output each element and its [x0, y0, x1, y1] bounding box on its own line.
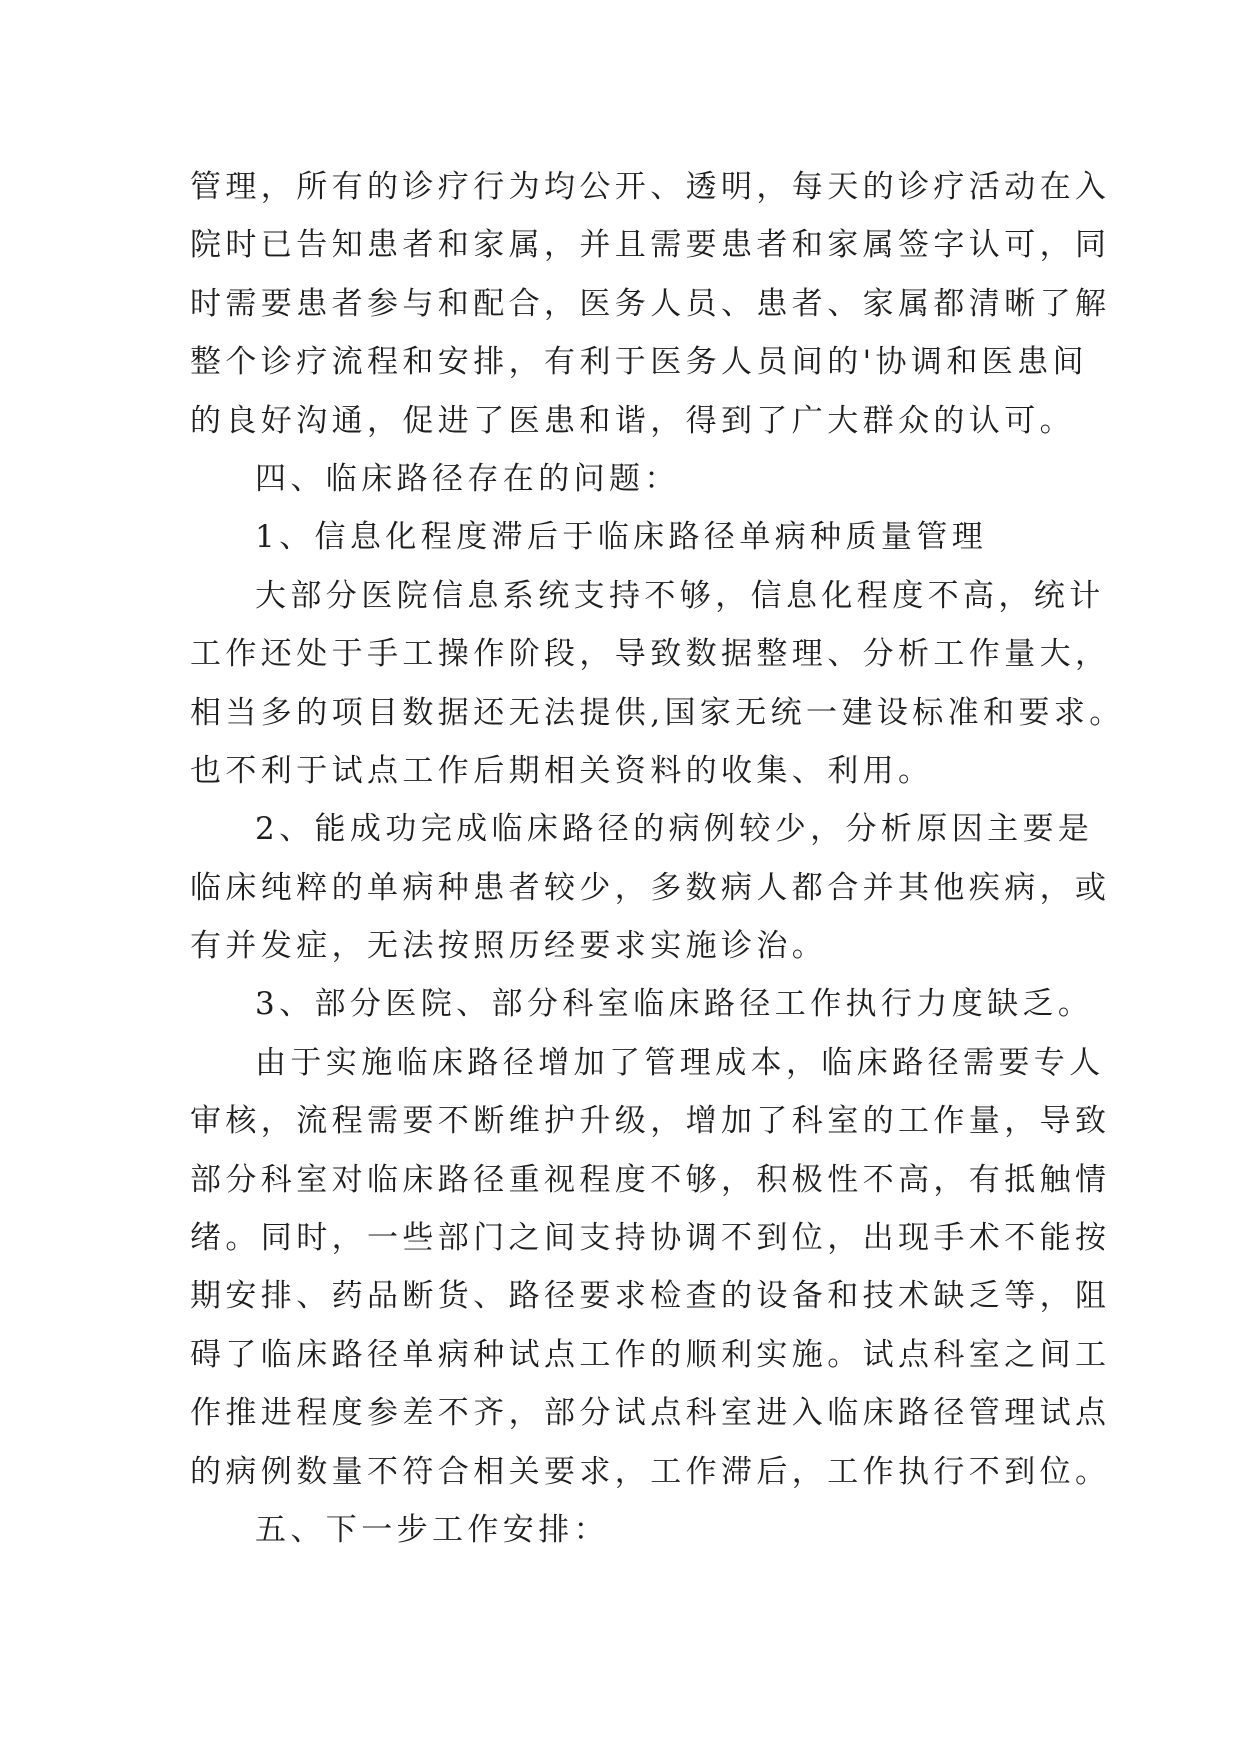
text-line: 整个诊疗流程和安排，有利于医务人员间的'协调和医患间 — [190, 344, 1088, 381]
text-line: 也不利于试点工作后期相关资料的收集、利用。 — [190, 752, 934, 789]
text-line: 工作还处于手工操作阶段，导致数据整理、分析工作量大， — [190, 636, 1111, 673]
text-line: 作推进程度参差不齐，部分试点科室进入临床路径管理试点 — [190, 1395, 1111, 1432]
text-line: 的良好沟通，促进了医患和谐，得到了广大群众的认可。 — [190, 402, 1075, 439]
text-line: 管理，所有的诊疗行为均公开、透明，每天的诊疗活动在入 — [190, 169, 1111, 205]
text-line: 五、下一步工作安排： — [255, 1511, 609, 1548]
text-line: 有并发症，无法按照历经要求实施诊治。 — [190, 928, 828, 965]
text-line: 临床纯粹的单病种患者较少，多数病人都合并其他疾病，或 — [190, 869, 1111, 906]
text-line: 四、临床路径存在的问题： — [255, 460, 680, 497]
text-line: 相当多的项目数据还无法提供,国家无统一建设标准和要求。 — [190, 694, 1125, 731]
text-line: 2、能成功完成临床路径的病例较少，分析原因主要是 — [255, 811, 1094, 848]
text-line: 院时已告知患者和家属，并且需要患者和家属签字认可，同 — [190, 227, 1111, 264]
text-line: 审核，流程需要不断维护升级，增加了科室的工作量，导致 — [190, 1103, 1111, 1140]
text-line: 大部分医院信息系统支持不够，信息化程度不高，统计 — [255, 577, 1105, 614]
text-line: 1、信息化程度滞后于临床路径单病种质量管理 — [255, 519, 988, 556]
text-line: 期安排、药品断货、路径要求检查的设备和技术缺乏等，阻 — [190, 1278, 1111, 1315]
text-line: 部分科室对临床路径重视程度不够，积极性不高，有抵触情 — [190, 1161, 1111, 1198]
text-line: 的病例数量不符合相关要求，工作滞后，工作执行不到位。 — [190, 1453, 1111, 1490]
text-line: 时需要患者参与和配合，医务人员、患者、家属都清晰了解 — [190, 285, 1111, 322]
document-body — [190, 158, 1125, 1559]
text-line: 3、部分医院、部分科室临床路径工作执行力度缺乏。 — [255, 986, 1094, 1023]
text-line: 绪。同时，一些部门之间支持协调不到位，出现手术不能按 — [190, 1220, 1111, 1257]
text-line: 由于实施临床路径增加了管理成本，临床路径需要专人 — [255, 1044, 1105, 1081]
text-line: 碍了临床路径单病种试点工作的顺利实施。试点科室之间工 — [190, 1336, 1111, 1373]
